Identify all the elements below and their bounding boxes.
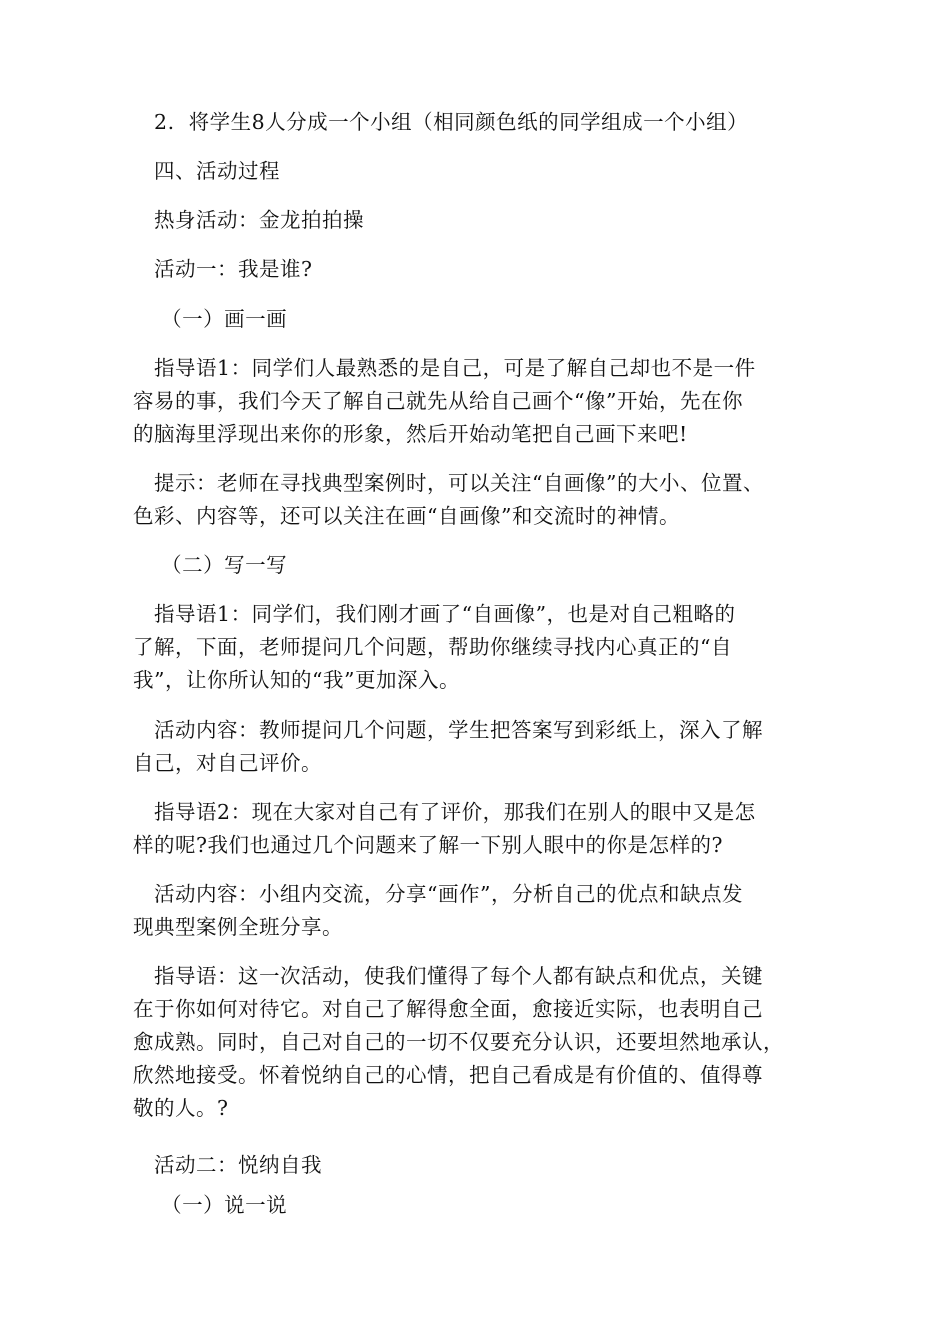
paragraph-line: 现典型案例全班分享。 [133,915,343,939]
subsection-heading: （二）写一写 [133,553,288,577]
paragraph-line: 样的呢?我们也通过几个问题来了解一下别人眼中的你是怎样的? [133,833,723,857]
paragraph-line: 指导语1：同学们人最熟悉的是自己，可是了解自己却也不是一件 [133,356,756,380]
paragraph-line: 指导语：这一次活动，使我们懂得了每个人都有缺点和优点，关键 [133,964,764,988]
paragraph-line: 容易的事，我们今天了解自己就先从给自己画个“像”开始，先在你 [133,389,743,413]
activity-heading: 活动一：我是谁? [133,257,313,281]
paragraph-line: 愈成熟。同时，自己对自己的一切不仅要充分认识，还要坦然地承认， [133,1030,784,1054]
paragraph-line: 的脑海里浮现出来你的形象，然后开始动笔把自己画下来吧! [133,422,688,446]
text-line: 2. 将学生8人分成一个小组（相同颜色纸的同学组成一个小组） [133,110,749,134]
paragraph-line: 色彩、内容等，还可以关注在画“自画像”和交流时的神情。 [133,504,680,528]
paragraph-line: 我”，让你所认知的“我”更加深入。 [133,668,460,692]
paragraph-line: 在于你如何对待它。对自己了解得愈全面，愈接近实际，也表明自己 [133,997,763,1021]
text-line: 热身活动：金龙拍拍操 [133,208,365,232]
subsection-heading: （一）画一画 [133,307,288,331]
paragraph-line: 活动内容：教师提问几个问题，学生把答案写到彩纸上，深入了解 [133,718,764,742]
paragraph-line: 欣然地接受。怀着悦纳自己的心情，把自己看成是有价值的、值得尊 [133,1063,763,1087]
paragraph-line: 指导语1：同学们，我们刚才画了“自画像”，也是对自己粗略的 [133,602,736,626]
paragraph-line: 自己，对自己评价。 [133,751,322,775]
paragraph-line: 指导语2：现在大家对自己有了评价，那我们在别人的眼中又是怎 [133,800,756,824]
subsection-heading: （一）说一说 [133,1193,288,1217]
paragraph-line: 敬的人。? [133,1096,229,1120]
paragraph-line: 了解，下面，老师提问几个问题，帮助你继续寻找内心真正的“自 [133,635,732,659]
activity-heading: 活动二：悦纳自我 [133,1153,323,1177]
section-heading: 四、活动过程 [133,159,281,183]
paragraph-line: 活动内容：小组内交流，分享“画作”，分析自己的优点和缺点发 [133,882,744,906]
paragraph-line: 提示：老师在寻找典型案例时，可以关注“自画像”的大小、位置、 [133,471,765,495]
